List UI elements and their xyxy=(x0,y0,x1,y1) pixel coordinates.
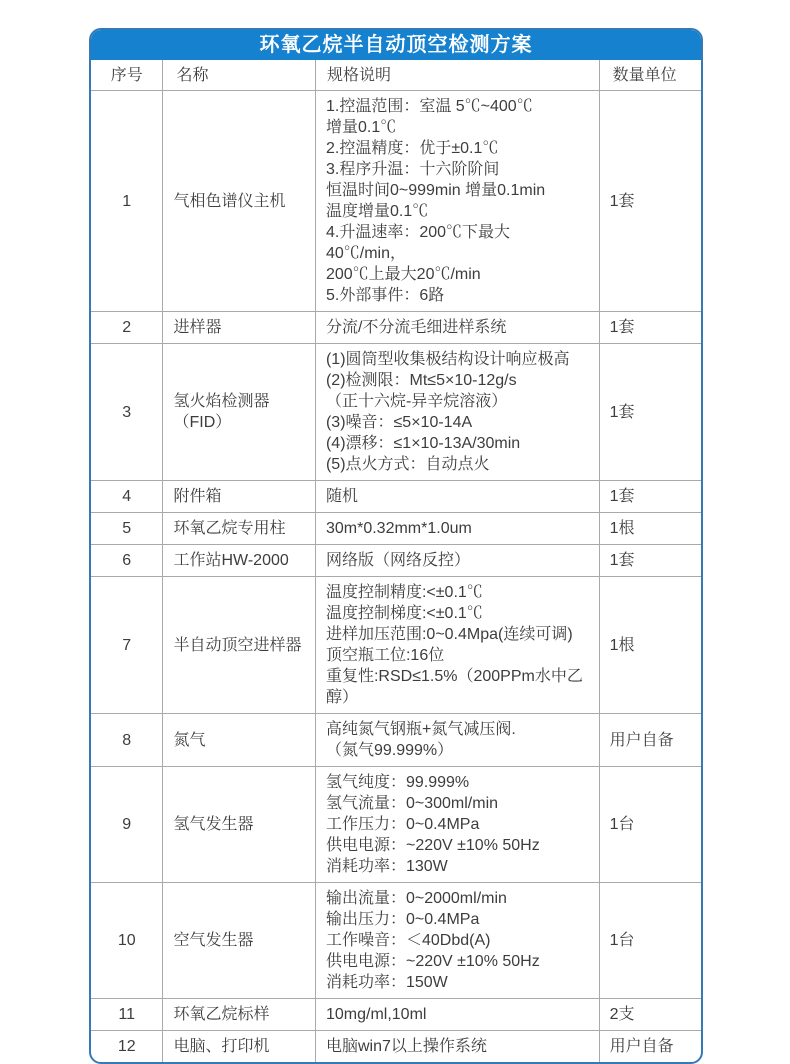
table-row xyxy=(91,312,701,344)
row-spec-cell xyxy=(315,545,599,577)
row-qty-cell: 1套 xyxy=(599,91,701,312)
row-qty-cell: 1根 xyxy=(599,577,701,714)
spec-line: 5.外部事件：6路 xyxy=(325,287,445,304)
spec-line: 30m*0.32mm*1.0um xyxy=(325,520,472,537)
page-title: 环氧乙烷半自动顶空检测方案 xyxy=(91,30,701,60)
row-qty-cell: 1根 xyxy=(599,513,701,545)
row-spec-cell xyxy=(315,577,599,714)
table-row xyxy=(91,91,701,312)
row-qty-cell: 1台 xyxy=(599,883,701,999)
spec-table xyxy=(91,60,701,1062)
row-number-cell: 4 xyxy=(91,481,163,513)
spec-line: 消耗功率：130W xyxy=(325,858,448,875)
table-row xyxy=(91,883,701,999)
spec-sheet-panel xyxy=(89,28,703,1064)
table-row xyxy=(91,577,701,714)
spec-line: (5)点火方式：自动点火 xyxy=(325,456,490,473)
spec-line: 工作噪音：＜40Dbd(A) xyxy=(325,932,491,949)
spec-line: 网络版（网络反控） xyxy=(325,552,470,569)
row-number-cell: 1 xyxy=(91,91,163,312)
row-qty-cell: 1套 xyxy=(599,344,701,481)
spec-line: 温度控制精度:<±0.1℃ xyxy=(325,584,483,601)
table-row xyxy=(91,513,701,545)
row-qty-cell: 2支 xyxy=(599,999,701,1031)
row-qty-cell: 1套 xyxy=(599,481,701,513)
spec-line: 供电电源：~220V ±10% 50Hz xyxy=(325,953,540,970)
spec-line: 温度增量0.1℃ xyxy=(325,203,429,220)
row-name-cell: 进样器 xyxy=(163,312,316,344)
spec-line: 200℃上最大20℃/min xyxy=(325,266,481,283)
row-spec-cell xyxy=(315,883,599,999)
spec-line: 3.程序升温：十六阶阶间 xyxy=(325,161,500,178)
table-row xyxy=(91,481,701,513)
table-row xyxy=(91,545,701,577)
row-number-cell: 2 xyxy=(91,312,163,344)
row-spec-cell xyxy=(315,999,599,1031)
spec-line: 供电电源：~220V ±10% 50Hz xyxy=(325,837,540,854)
row-name-cell: 氢气发生器 xyxy=(163,767,316,883)
table-row xyxy=(91,714,701,767)
row-number-cell: 12 xyxy=(91,1031,163,1063)
row-number-cell: 5 xyxy=(91,513,163,545)
spec-line: 高纯氮气钢瓶+氮气减压阀. xyxy=(325,721,516,738)
row-qty-cell: 1套 xyxy=(599,545,701,577)
row-qty-cell: 用户自备 xyxy=(599,1031,701,1063)
row-number-cell: 6 xyxy=(91,545,163,577)
spec-line: (3)噪音：≤5×10-14A xyxy=(325,414,473,431)
row-name-cell: 半自动顶空进样器 xyxy=(163,577,316,714)
row-qty-cell: 用户自备 xyxy=(599,714,701,767)
spec-line: 10mg/ml,10ml xyxy=(325,1006,427,1023)
spec-line: 恒温时间0~999min 增量0.1min xyxy=(325,182,546,199)
row-number-cell: 9 xyxy=(91,767,163,883)
spec-line: (4)漂移：≤1×10-13A/30min xyxy=(325,435,521,452)
spec-line: 输出流量：0~2000ml/min xyxy=(325,890,507,907)
spec-line: 温度控制梯度:<±0.1℃ xyxy=(325,605,483,622)
row-spec-cell xyxy=(315,513,599,545)
row-name-cell: 气相色谱仪主机 xyxy=(163,91,316,312)
spec-line: 4.升温速率：200℃下最大40℃/min， xyxy=(325,224,511,262)
table-row xyxy=(91,999,701,1031)
spec-line: （正十六烷-异辛烷溶液） xyxy=(325,393,508,410)
spec-line: (2)检测限：Mt≤5×10-12g/s xyxy=(325,372,517,389)
spec-line: 顶空瓶工位:16位 xyxy=(325,647,445,664)
spec-line: 重复性:RSD≤1.5%（200PPm水中乙醇） xyxy=(325,668,583,706)
row-name-cell: 电脑、打印机 xyxy=(163,1031,316,1063)
row-name-cell: 空气发生器 xyxy=(163,883,316,999)
table-row xyxy=(91,1031,701,1063)
spec-line: 2.控温精度：优于±0.1℃ xyxy=(325,140,499,157)
table-row xyxy=(91,767,701,883)
row-name-cell: 氢火焰检测器（FID） xyxy=(163,344,316,481)
row-qty-cell: 1套 xyxy=(599,312,701,344)
row-number-cell: 11 xyxy=(91,999,163,1031)
row-name-cell: 附件箱 xyxy=(163,481,316,513)
spec-line: 输出压力：0~0.4MPa xyxy=(325,911,480,928)
spec-line: 增量0.1℃ xyxy=(325,119,397,136)
spec-line: 1.控温范围：室温 5℃~400℃ xyxy=(325,98,533,115)
header-number: 序号 xyxy=(91,60,163,91)
spec-line: 电脑win7以上操作系统 xyxy=(325,1038,487,1055)
row-number-cell: 3 xyxy=(91,344,163,481)
spec-table-body xyxy=(91,91,701,1063)
row-spec-cell xyxy=(315,312,599,344)
spec-line: 氢气流量：0~300ml/min xyxy=(325,795,499,812)
row-spec-cell xyxy=(315,91,599,312)
row-name-cell: 工作站HW-2000 xyxy=(163,545,316,577)
row-spec-cell xyxy=(315,767,599,883)
row-name-cell: 环氧乙烷专用柱 xyxy=(163,513,316,545)
spec-line: 进样加压范围:0~0.4Mpa(连续可调) xyxy=(325,626,573,643)
row-number-cell: 7 xyxy=(91,577,163,714)
row-name-cell: 环氧乙烷标样 xyxy=(163,999,316,1031)
row-name-cell: 氮气 xyxy=(163,714,316,767)
spec-line: 工作压力：0~0.4MPa xyxy=(325,816,480,833)
spec-line: （氮气99.999%） xyxy=(325,742,454,759)
row-spec-cell xyxy=(315,714,599,767)
spec-line: 随机 xyxy=(325,488,358,505)
row-spec-cell xyxy=(315,344,599,481)
table-row xyxy=(91,344,701,481)
row-spec-cell xyxy=(315,481,599,513)
row-qty-cell: 1台 xyxy=(599,767,701,883)
row-number-cell: 8 xyxy=(91,714,163,767)
header-spec: 规格说明 xyxy=(315,60,599,91)
spec-line: 分流/不分流毛细进样系统 xyxy=(325,319,507,336)
table-header-row xyxy=(91,60,701,91)
row-number-cell: 10 xyxy=(91,883,163,999)
header-name: 名称 xyxy=(163,60,316,91)
spec-line: 消耗功率：150W xyxy=(325,974,448,991)
row-spec-cell xyxy=(315,1031,599,1063)
spec-line: 氢气纯度：99.999% xyxy=(325,774,470,791)
spec-line: (1)圆筒型收集极结构设计响应极高 xyxy=(325,351,570,368)
header-quantity: 数量单位 xyxy=(599,60,701,91)
